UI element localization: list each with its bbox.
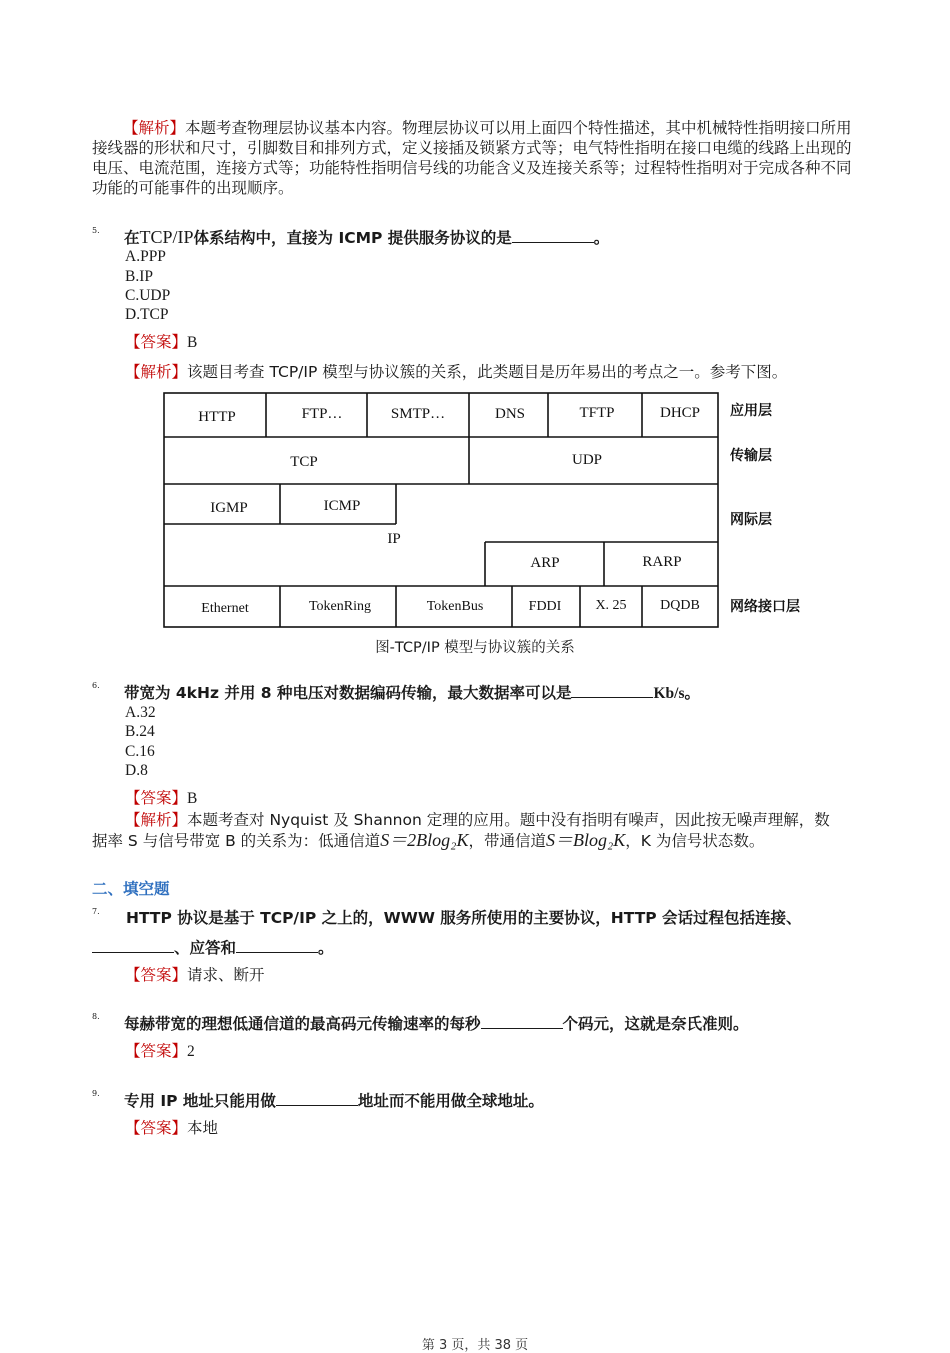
analysis-line-2: 据率 S 与信号带宽 B 的关系为：低通信道S＝2Blog₂K，带通信道S＝Blog₂K，K 为信号状态数。 — [92, 830, 765, 850]
analysis-tag: 【解析】 — [123, 119, 186, 137]
document-page: 【解析】本题考查物理层协议基本内容。物理层协议可以用上面四个特性描述，其中机械特性指明接口所用接线器的形状和尺寸，引脚数目和排列方式，定义接插及锁紧方式等；电气特性指明在接口电缆的线路上出现的电压、电流范围，连接方式等；功能特性指明信号线的功能含义及连接关系等；过程特性指明对于完成各种不同功能的可能事件的出现顺序。 5. 在TCP/IP体系结构中，直接为 ICMP 提供服务协议的是 。 A.PPP B.IP C.UDP D.TCP 【答案】B 【解析】该题目考查 TCP/IP 模型与协议簇的关系，此类题目是历年易出的考点之一。参考下图。 HTTP FTP… SMTP… DNS TFTP DHCP TCP UDP IGMP ICMP IP ARP RARP Ethernet TokenRing TokenBus FDDI X. 25 DQDB 应用层 传输层 网际层 网络接口层 图-TCP/IP 模型与协议簇的关系 6. 带宽为 4kHz 并用 8 种电压对数据编码传输，最大数据率可以是 Kb/s。 A.32 B.24 C.16 D.8 【答案】B 【解析】本题考查对 Nyquist 及 Shannon 定理的应用。题中没有指明有噪声，因此按无噪声理解，数 据率 S 与信号带宽 B 的关系为：低通信道S＝2Blog₂K，带通信道S＝Blog₂K，K 为信号状态数。 二、填空题 7. HTTP 协议是基于 TCP/IP 之上的，WWW 服务所使用的主要协议，HTTP 会话过程包括连接、 、应答和 。 【答案】请求、断开 8. 每赫带宽的理想低通信道的最高码元传输速率的每秒 个码元，这就是奈氏准则。 【答案】2 9. 专用 IP 地址只能用做 地址而不能用做全球地址。 【答案】本地 第 3 页，共 38 页 — [0, 0, 950, 1344]
option-c: C.16 — [125, 743, 155, 760]
cell-tokenbus: TokenBus — [426, 599, 484, 614]
answer-tag: 【答案】 — [125, 1119, 188, 1137]
question-number: 8. — [92, 1012, 100, 1021]
layer-internet: 网际层 — [730, 513, 772, 528]
analysis-text: 本题考查对 Nyquist 及 Shannon 定理的应用。题中没有指明有噪声，因此按无噪声理解，数 — [187, 811, 830, 829]
question-text: 在TCP/IP体系结构中，直接为 ICMP 提供服务协议的是 。 — [124, 227, 610, 247]
option-d: D.TCP — [125, 306, 169, 323]
option-b: B.24 — [125, 723, 155, 740]
answer-tag: 【答案】 — [125, 966, 188, 984]
cell-dns: DNS — [494, 406, 526, 422]
answer-blank — [481, 1012, 563, 1029]
cell-fddi: FDDI — [528, 599, 562, 614]
cell-http: HTTP — [198, 409, 236, 425]
cell-tcp: TCP — [290, 454, 318, 470]
question-text: 每赫带宽的理想低通信道的最高码元传输速率的每秒 个码元，这就是奈氏准则。 — [124, 1012, 749, 1035]
cell-dhcp: DHCP — [659, 405, 701, 421]
analysis-line — [125, 810, 830, 830]
answer-value: B — [187, 334, 198, 351]
answer-value: 本地 — [187, 1119, 219, 1137]
layer-network-interface: 网络接口层 — [730, 600, 800, 615]
question-text: 专用 IP 地址只能用做 地址而不能用做全球地址。 — [124, 1089, 544, 1112]
answer-line — [125, 1118, 218, 1138]
page-footer: 第 3 页，共 38 页 — [421, 1338, 529, 1353]
formula-bandpass: S＝Blog₂K — [545, 830, 626, 850]
answer-blank — [571, 681, 653, 698]
cell-tftp: TFTP — [579, 405, 615, 421]
cell-ethernet: Ethernet — [201, 601, 249, 616]
analysis-tag: 【解析】 — [125, 363, 188, 381]
answer-blank — [276, 1089, 358, 1106]
cell-dqdb: DQDB — [660, 598, 700, 613]
option-b: B.IP — [125, 268, 153, 285]
diagram-caption: 图-TCP/IP 模型与协议簇的关系 — [375, 640, 575, 656]
question-number: 7. — [92, 907, 100, 916]
answer-line — [125, 1041, 195, 1062]
question-number: 9. — [92, 1089, 100, 1098]
answer-blank — [92, 936, 174, 953]
answer-value: 请求、断开 — [187, 966, 265, 984]
question-number: 6. — [92, 681, 100, 690]
cell-smtp: SMTP… — [390, 406, 446, 422]
option-a: A.32 — [125, 704, 156, 721]
tcpip-diagram-svg — [0, 0, 950, 640]
cell-arp: ARP — [530, 555, 560, 571]
answer-blank — [236, 936, 318, 953]
answer-value: B — [187, 790, 198, 807]
question-number: 5. — [92, 226, 100, 235]
answer-tag: 【答案】 — [125, 333, 188, 351]
cell-ip: IP — [387, 531, 401, 547]
option-a: A.PPP — [125, 248, 166, 265]
formula-lowpass: S＝2Blog₂K — [380, 830, 469, 850]
cell-x25: X. 25 — [595, 598, 627, 613]
option-d: D.8 — [125, 762, 148, 779]
cell-icmp: ICMP — [323, 498, 361, 514]
question-text: 带宽为 4kHz 并用 8 种电压对数据编码传输，最大数据率可以是 Kb/s。 — [124, 681, 700, 705]
cell-tokenring: TokenRing — [308, 599, 372, 614]
section-title: 二、填空题 — [92, 880, 170, 898]
answer-value: 2 — [187, 1043, 195, 1060]
answer-tag: 【答案】 — [125, 1042, 188, 1060]
cell-udp: UDP — [571, 452, 603, 468]
question-text: HTTP 协议是基于 TCP/IP 之上的，WWW 服务所使用的主要协议，HTTP 会话过程包括连接、 — [126, 909, 802, 927]
cell-ftp: FTP… — [301, 406, 343, 422]
answer-line — [125, 788, 197, 809]
option-c: C.UDP — [125, 287, 171, 304]
answer-line — [125, 965, 265, 985]
answer-tag: 【答案】 — [125, 789, 188, 807]
intro-analysis-text: 本题考查物理层协议基本内容。物理层协议可以用上面四个特性描述，其中机械特性指明接口所用接线器的形状和尺寸，引脚数目和排列方式，定义接插及锁紧方式等；电气特性指明在接口电缆的线路上出现的电压、电流范围，连接方式等；功能特性指明信号线的功能含义及连接关系等；过程特性指明对于完成各种不同功能的可能事件的出现顺序。 — [92, 119, 852, 197]
cell-rarp: RARP — [642, 554, 682, 570]
analysis-tag: 【解析】 — [125, 811, 188, 829]
layer-transport: 传输层 — [730, 449, 772, 464]
cell-igmp: IGMP — [210, 500, 248, 516]
analysis-text: 该题目考查 TCP/IP 模型与协议簇的关系，此类题目是历年易出的考点之一。参考下图。 — [187, 363, 788, 381]
layer-application: 应用层 — [730, 404, 772, 419]
